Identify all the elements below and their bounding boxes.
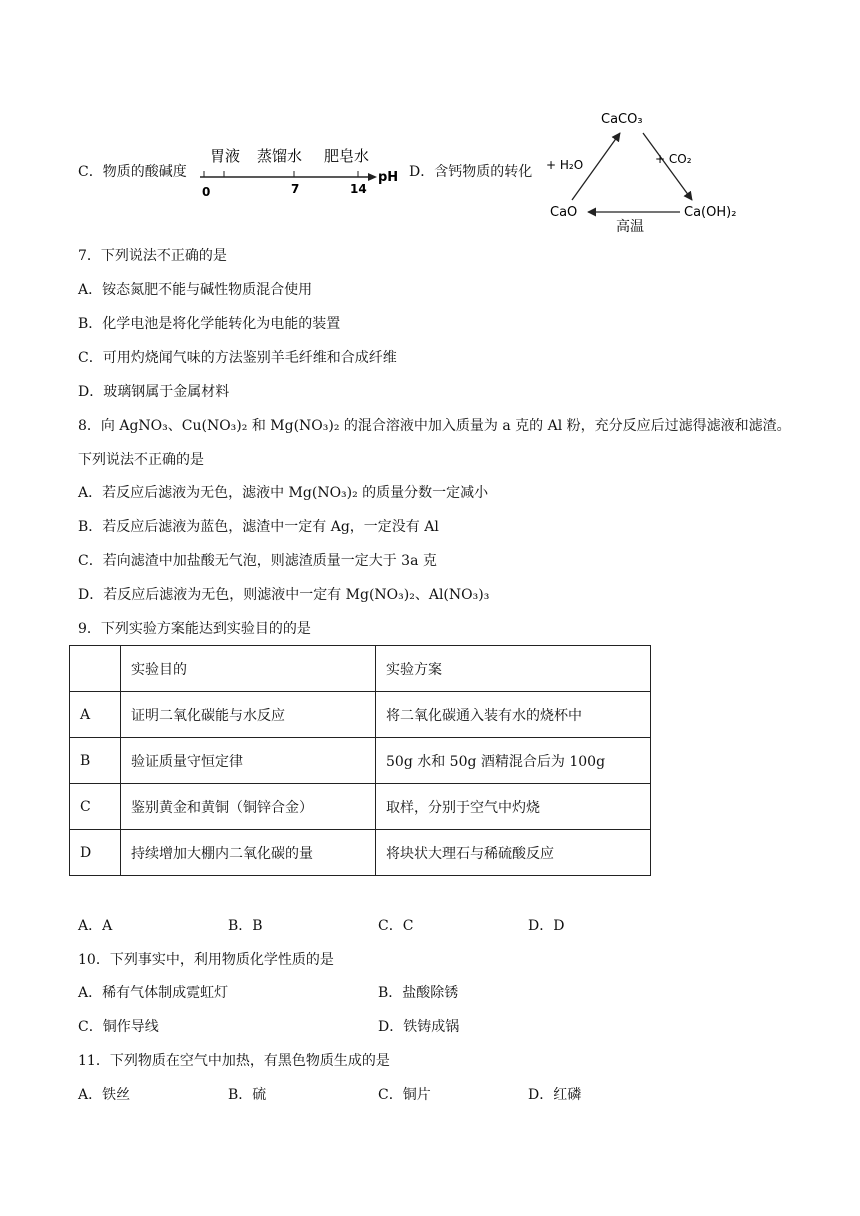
table-cell: A — [70, 692, 121, 738]
q10-option-d: D．铁铸成锅 — [378, 1019, 460, 1035]
edge-label-co2: + CO₂ — [655, 152, 692, 166]
table-row — [70, 784, 651, 830]
q10-stem: 10．下列事实中，利用物质化学性质的是 — [78, 952, 334, 968]
table-cell: 将块状大理石与稀硫酸反应 — [376, 830, 651, 876]
table-row — [70, 830, 651, 876]
q10-option-a: A．稀有气体制成霓虹灯 — [78, 985, 229, 1001]
q8-option-c: C．若向滤渣中加盐酸无气泡，则滤渣质量一定大于 3a 克 — [78, 553, 437, 569]
q6-option-d-label: D．含钙物质的转化 — [409, 164, 533, 180]
q11-option-d: D．红磷 — [528, 1087, 582, 1103]
ph-axis-label: pH — [378, 170, 399, 185]
table-cell: C — [70, 784, 121, 830]
ph-label-distilled-water: 蒸馏水 — [257, 147, 303, 165]
ph-label-stomach-acid: 胃液 — [210, 147, 241, 165]
q10-option-b: B．盐酸除锈 — [378, 985, 459, 1001]
cycle-node-caoh2: Ca(OH)₂ — [684, 205, 737, 220]
q8-option-d: D．若反应后滤液为无色，则滤液中一定有 Mg(NO₃)₂、Al(NO₃)₃ — [78, 587, 490, 603]
edge-label-high-temp: 高温 — [616, 219, 644, 235]
q8-option-b: B．若反应后滤液为蓝色，滤渣中一定有 Ag，一定没有 Al — [78, 519, 439, 535]
table-cell: 50g 水和 50g 酒精混合后为 100g — [376, 738, 651, 784]
q6-option-c-label: C．物质的酸碱度 — [78, 164, 187, 180]
table-cell: 鉴别黄金和黄铜（铜锌合金） — [121, 784, 376, 830]
table-cell: 验证质量守恒定律 — [121, 738, 376, 784]
ph-tick-label-14: 14 — [350, 182, 367, 196]
table-cell: 持续增加大棚内二氧化碳的量 — [121, 830, 376, 876]
calcium-cycle-figure — [540, 105, 770, 235]
q11-stem: 11．下列物质在空气中加热，有黑色物质生成的是 — [78, 1053, 390, 1069]
table-cell: D — [70, 830, 121, 876]
q7-stem: 7．下列说法不正确的是 — [78, 248, 227, 264]
table-cell: 证明二氧化碳能与水反应 — [121, 692, 376, 738]
q8-option-a: A．若反应后滤液为无色，滤液中 Mg(NO₃)₂ 的质量分数一定减小 — [78, 485, 489, 501]
q9-stem: 9．下列实验方案能达到实验目的的是 — [78, 621, 311, 637]
q9-option-c: C．C — [378, 918, 414, 934]
q7-option-c: C．可用灼烧闻气味的方法鉴别羊毛纤维和合成纤维 — [78, 350, 397, 366]
q9-option-b: B．B — [228, 918, 263, 934]
table-header-cell: 实验方案 — [376, 646, 651, 692]
q11-option-a: A．铁丝 — [78, 1087, 131, 1103]
q8-stem-line1: 8．向 AgNO₃、Cu(NO₃)₂ 和 Mg(NO₃)₂ 的混合溶液中加入质量为 a 克的 Al 粉，充分反应后过滤得滤液和滤渣。 — [78, 418, 791, 434]
ph-tick-label-0: 0 — [202, 185, 211, 199]
edge-label-water: + H₂O — [546, 158, 584, 172]
table-header-cell: 实验目的 — [121, 646, 376, 692]
table-cell: 取样，分别于空气中灼烧 — [376, 784, 651, 830]
table-row — [70, 738, 651, 784]
q11-option-c: C．铜片 — [378, 1087, 431, 1103]
q10-option-c: C．铜作导线 — [78, 1019, 159, 1035]
q7-option-d: D．玻璃钢属于金属材料 — [78, 384, 230, 400]
q8-stem-line2: 下列说法不正确的是 — [78, 452, 204, 468]
arrow-caco3-to-caoh2 — [643, 133, 692, 200]
cycle-node-caco3: CaCO₃ — [601, 112, 643, 127]
table-cell: B — [70, 738, 121, 784]
q9-option-d: D．D — [528, 918, 565, 934]
ph-tick-label-7: 7 — [291, 182, 300, 196]
ph-label-soap-water: 肥皂水 — [324, 147, 370, 165]
q7-option-b: B．化学电池是将化学能转化为电能的装置 — [78, 316, 341, 332]
cycle-node-cao: CaO — [550, 205, 578, 220]
table-header-row — [70, 646, 651, 692]
table-header-cell — [70, 646, 121, 692]
q7-option-a: A．铵态氮肥不能与碱性物质混合使用 — [78, 282, 313, 298]
table-row — [70, 692, 651, 738]
q9-option-a: A．A — [78, 918, 113, 934]
q11-option-b: B．硫 — [228, 1087, 267, 1103]
ph-axis-arrowhead — [368, 173, 377, 181]
ph-scale-figure — [196, 140, 402, 204]
table-cell: 将二氧化碳通入装有水的烧杯中 — [376, 692, 651, 738]
experiment-table — [69, 645, 651, 876]
